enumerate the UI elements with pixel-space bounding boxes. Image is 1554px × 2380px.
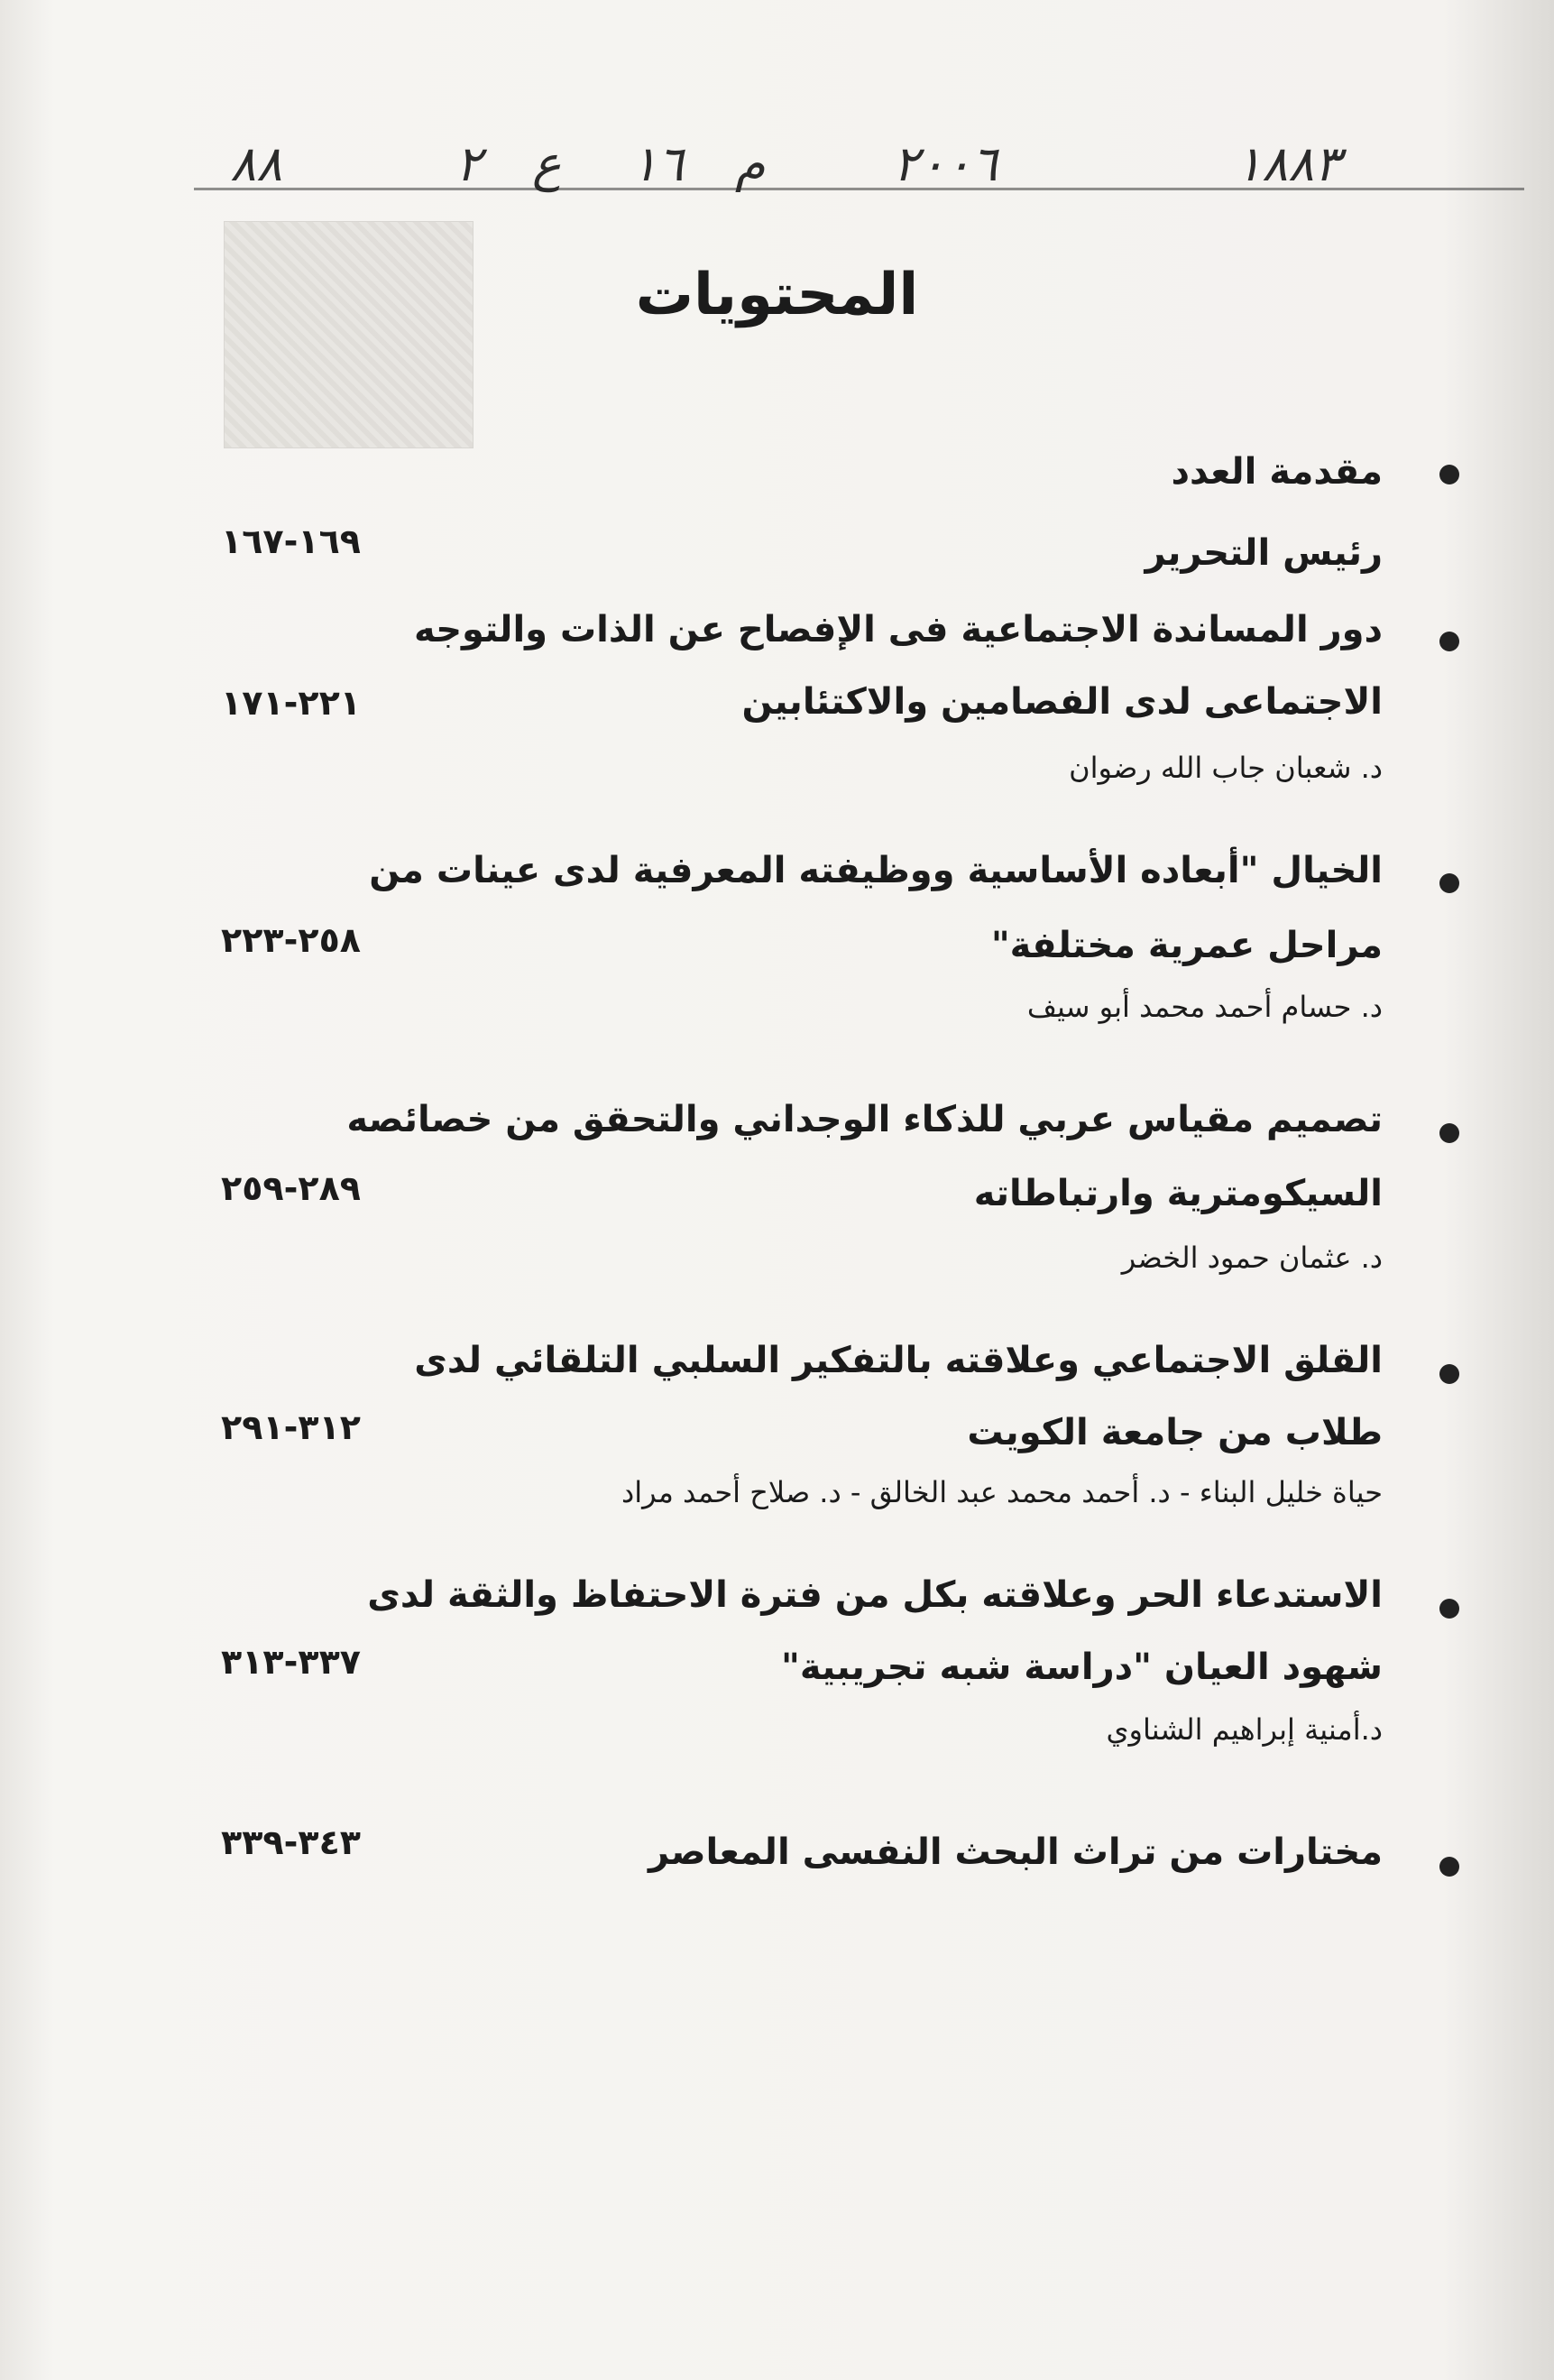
page-range: ٢٨٩-٢٥٩ — [221, 1168, 361, 1208]
entry-title-line: تصميم مقياس عربي للذكاء الوجداني والتحقق من خصائصه — [346, 1099, 1383, 1140]
entry-title-line: الخيال "أبعاده الأساسية ووظيفته المعرفية لدى عينات من — [369, 850, 1383, 891]
entry-title-line: السيكومترية وارتباطاته — [973, 1173, 1383, 1214]
entry-title-line: دور المساندة الاجتماعية فى الإفصاح عن الذات والتوجه — [413, 609, 1383, 650]
page-range: ٣٣٧-٣١٣ — [221, 1642, 361, 1682]
entry-title-line: القلق الاجتماعي وعلاقته بالتفكير السلبي التلقائي لدى — [414, 1340, 1383, 1381]
handwritten-note-part: ٨٨ — [230, 135, 283, 192]
entry-author: د.أمنية إبراهيم الشناوي — [1106, 1712, 1383, 1747]
entry-title-line: مراحل عمرية مختلفة" — [990, 925, 1383, 966]
entry-title-line: مختارات من تراث البحث النفسى المعاصر — [648, 1831, 1383, 1873]
handwritten-note-part: ٢ — [455, 135, 483, 192]
entry-title-line: الاجتماعى لدى الفصامين والاكتئابين — [741, 681, 1383, 723]
entry-author: حياة خليل البناء - د. أحمد محمد عبد الخالق - د. صلاح أحمد مراد — [621, 1475, 1383, 1509]
bleed-through-photo — [224, 221, 474, 448]
bullet-icon — [1439, 1364, 1459, 1384]
handwritten-note-part: ٢٠٠٦ — [893, 135, 998, 192]
bullet-icon — [1439, 632, 1459, 651]
bullet-icon — [1439, 1599, 1459, 1619]
entry-title-line: طلاب من جامعة الكويت — [967, 1412, 1383, 1453]
page-range: ٢٥٨-٢٢٣ — [221, 920, 361, 960]
handwritten-note-part: ع — [532, 135, 562, 192]
entry-author: د. عثمان حمود الخضر — [1121, 1241, 1383, 1275]
entry-author: د. حسام أحمد محمد أبو سيف — [1026, 990, 1383, 1024]
bullet-icon — [1439, 1123, 1459, 1143]
page-range: ١٦٩-١٦٧ — [221, 521, 361, 561]
handwritten-note — [0, 135, 1554, 208]
handwritten-note-part: ١٨٨٣ — [1236, 135, 1341, 192]
entry-author: د. شعبان جاب الله رضوان — [1069, 751, 1383, 785]
bullet-icon — [1439, 465, 1459, 484]
page-title: المحتويات — [635, 262, 919, 328]
bullet-icon — [1439, 873, 1459, 893]
bullet-icon — [1439, 1857, 1459, 1877]
entry-title-line: مقدمة العدد — [1171, 451, 1383, 493]
entry-title-line: الاستدعاء الحر وعلاقته بكل من فترة الاحتفاظ والثقة لدى — [367, 1574, 1383, 1616]
entry-title-line: شهود العيان "دراسة شبه تجريبية" — [781, 1647, 1383, 1688]
handwritten-note-part: ١٦ — [631, 135, 685, 192]
page-range: ٣٤٣-٣٣٩ — [221, 1822, 361, 1862]
page-range: ٣١٢-٢٩١ — [221, 1407, 361, 1447]
entry-title-line: رئيس التحرير — [1145, 532, 1383, 574]
page-range: ٢٢١-١٧١ — [221, 683, 361, 723]
handwritten-note-part: م — [735, 135, 766, 192]
